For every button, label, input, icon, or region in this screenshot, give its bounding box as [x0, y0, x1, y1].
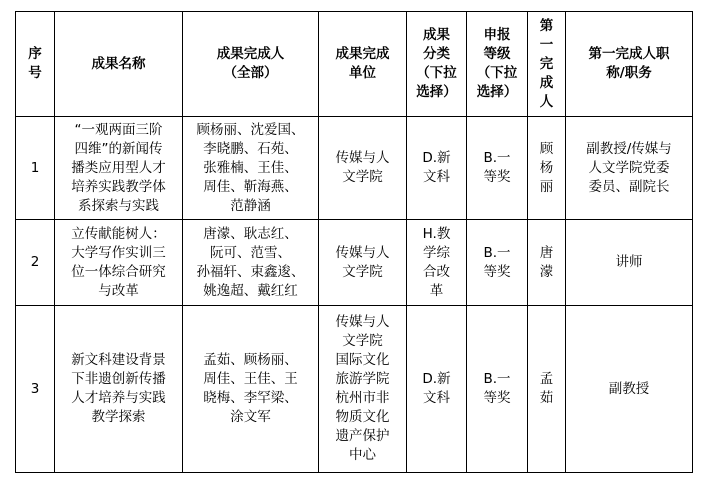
- cell-unit: 传媒与人 文学院: [319, 220, 407, 306]
- cell-people: 顾杨丽、沈爱国、 李晓鹏、石苑、 张雅楠、王佳、 周佳、靳海燕、 范静涵: [183, 117, 319, 220]
- cell-name: 新文科建设背景 下非遗创新传播 人才培养与实践 教学探索: [55, 306, 183, 473]
- table-row: [16, 306, 693, 473]
- cell-title: 讲师: [566, 220, 693, 306]
- cell-seq: 1: [16, 117, 55, 220]
- cell-category: H.教 学综 合改 革: [407, 220, 467, 306]
- cell-seq: 2: [16, 220, 55, 306]
- cell-first: 孟 茹: [528, 306, 566, 473]
- cell-seq: 3: [16, 306, 55, 473]
- header-first: 第 一 完 成 人: [528, 12, 566, 117]
- cell-name: 立传献能树人： 大学写作实训三 位一体综合研究 与改革: [55, 220, 183, 306]
- header-seq: 序 号: [16, 12, 55, 117]
- results-table: [15, 11, 693, 473]
- cell-title: 副教授: [566, 306, 693, 473]
- table-row: [16, 220, 693, 306]
- cell-unit: 传媒与人 文学院: [319, 117, 407, 220]
- header-row: [16, 12, 693, 117]
- cell-category: D.新 文科: [407, 117, 467, 220]
- cell-name: “一观两面三阶 四维”的新闻传 播类应用型人才 培养实践教学体 系探索与实践: [55, 117, 183, 220]
- header-people: 成果完成人 （全部）: [183, 12, 319, 117]
- table-row: [16, 117, 693, 220]
- cell-first: 顾 杨 丽: [528, 117, 566, 220]
- cell-first: 唐 濛: [528, 220, 566, 306]
- header-name: 成果名称: [55, 12, 183, 117]
- header-unit: 成果完成 单位: [319, 12, 407, 117]
- cell-title: 副教授/传媒与 人文学院党委 委员、副院长: [566, 117, 693, 220]
- header-level: 申报 等级 （下拉 选择）: [467, 12, 528, 117]
- cell-level: B.一 等奖: [467, 220, 528, 306]
- cell-people: 唐濛、耿志红、 阮可、范雪、 孙福轩、束鑫逡、 姚逸超、戴红红: [183, 220, 319, 306]
- header-category: 成果 分类 （下拉 选择）: [407, 12, 467, 117]
- header-title: 第一完成人职 称/职务: [566, 12, 693, 117]
- cell-category: D.新 文科: [407, 306, 467, 473]
- cell-level: B.一 等奖: [467, 117, 528, 220]
- cell-people: 孟茹、顾杨丽、 周佳、王佳、王 晓梅、李罕梁、 涂文军: [183, 306, 319, 473]
- cell-level: B.一 等奖: [467, 306, 528, 473]
- cell-unit: 传媒与人 文学院 国际文化 旅游学院 杭州市非 物质文化 遗产保护 中心: [319, 306, 407, 473]
